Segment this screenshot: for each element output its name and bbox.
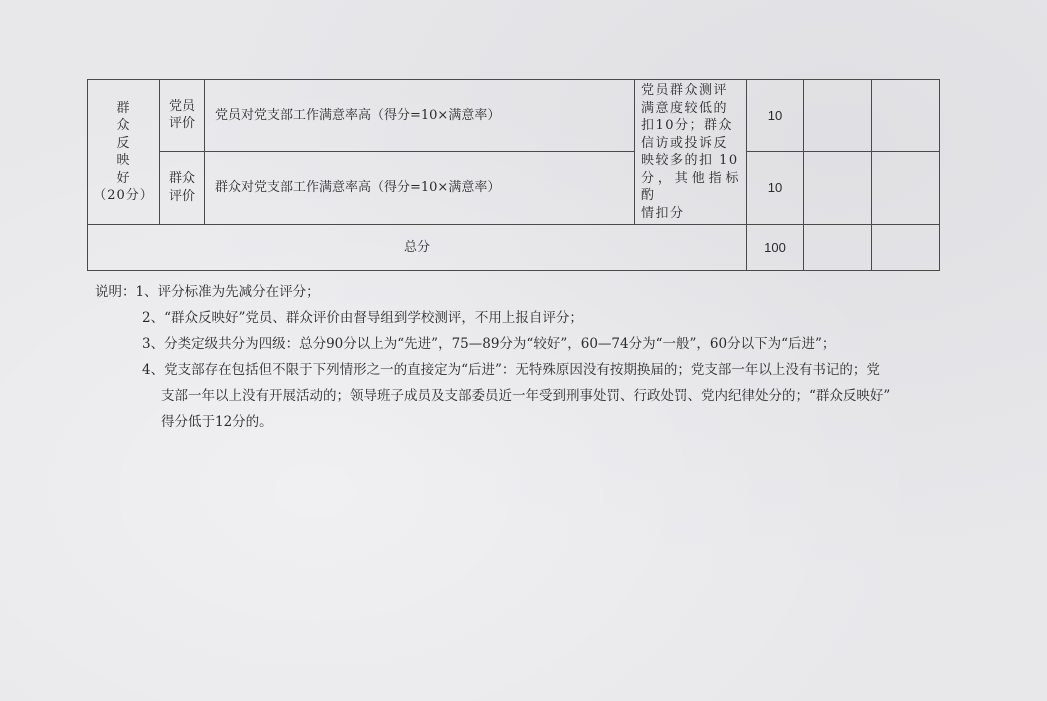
note-text: 1、评分标准为先减分在评分；: [135, 284, 320, 300]
category-line: 好: [116, 170, 131, 186]
subcategory-line: 党员: [168, 98, 195, 114]
note-item: [95, 279, 975, 305]
score-cell: 10: [747, 80, 804, 152]
criteria-cell: 党员对党支部工作满意率高（得分=10×满意率）: [205, 80, 635, 152]
rule-line: 情扣分: [641, 205, 685, 221]
subcategory-cell: [160, 151, 205, 225]
subcategory-line: 评价: [168, 189, 195, 205]
subcategory-line: 群众: [168, 171, 195, 187]
score-cell: 10: [747, 151, 804, 225]
rule-line: 扣10分；群众: [641, 118, 734, 134]
category-line: 映: [116, 153, 131, 169]
category-line: （20分）: [93, 188, 154, 204]
evaluation-table: [87, 79, 940, 271]
subcategory-cell: [160, 80, 205, 152]
note-item-continued: 得分低于12分的。: [161, 414, 273, 430]
note-item: 4、党支部存在包括但不限于下列情形之一的直接定为“后进”：无特殊原因没有按期换届的；党支部一年以上没有书记的；党: [142, 362, 880, 378]
note-item: 2、“群众反映好”党员、群众评价由督导组到学校测评，不用上报自评分；: [142, 310, 583, 326]
table-row: [88, 80, 940, 152]
criteria-cell: 群众对党支部工作满意率高（得分=10×满意率）: [205, 151, 635, 225]
note-item-continued: 支部一年以上没有开展活动的；领导班子成员及支部委员近一年受到刑事处罚、行政处罚、党内纪律处分的；“群众反映好”: [161, 388, 891, 404]
table-row: [88, 151, 940, 225]
category-line: 反: [116, 135, 131, 151]
category-line: 众: [116, 118, 131, 134]
empty-cell: [872, 151, 940, 225]
notes-prefix: 说明：: [95, 284, 136, 300]
deduction-rule-cell: [635, 80, 747, 225]
empty-cell: [872, 80, 940, 152]
rule-line: 映较多的扣 10: [641, 153, 739, 169]
empty-cell: [804, 225, 872, 271]
rule-line: 党员群众测评: [641, 83, 729, 98]
rule-line: 信访或投诉反: [641, 135, 729, 151]
empty-cell: [804, 80, 872, 152]
category-line: 群: [116, 100, 131, 116]
total-score: 100: [747, 225, 804, 271]
subcategory-line: 评价: [168, 116, 195, 132]
note-item: 3、分类定级共分为四级：总分90分以上为“先进”，75—89分为“较好”，60—74分为“一般”，60分以下为“后进”；: [142, 336, 836, 352]
empty-cell: [872, 225, 940, 271]
empty-cell: [804, 151, 872, 225]
total-row: [88, 225, 940, 271]
rule-line: 分，其他指标酌: [641, 170, 740, 204]
notes-section: [95, 279, 975, 435]
total-label: 总分: [88, 225, 747, 271]
rule-line: 满意度较低的: [641, 100, 729, 116]
category-cell: [88, 80, 160, 225]
